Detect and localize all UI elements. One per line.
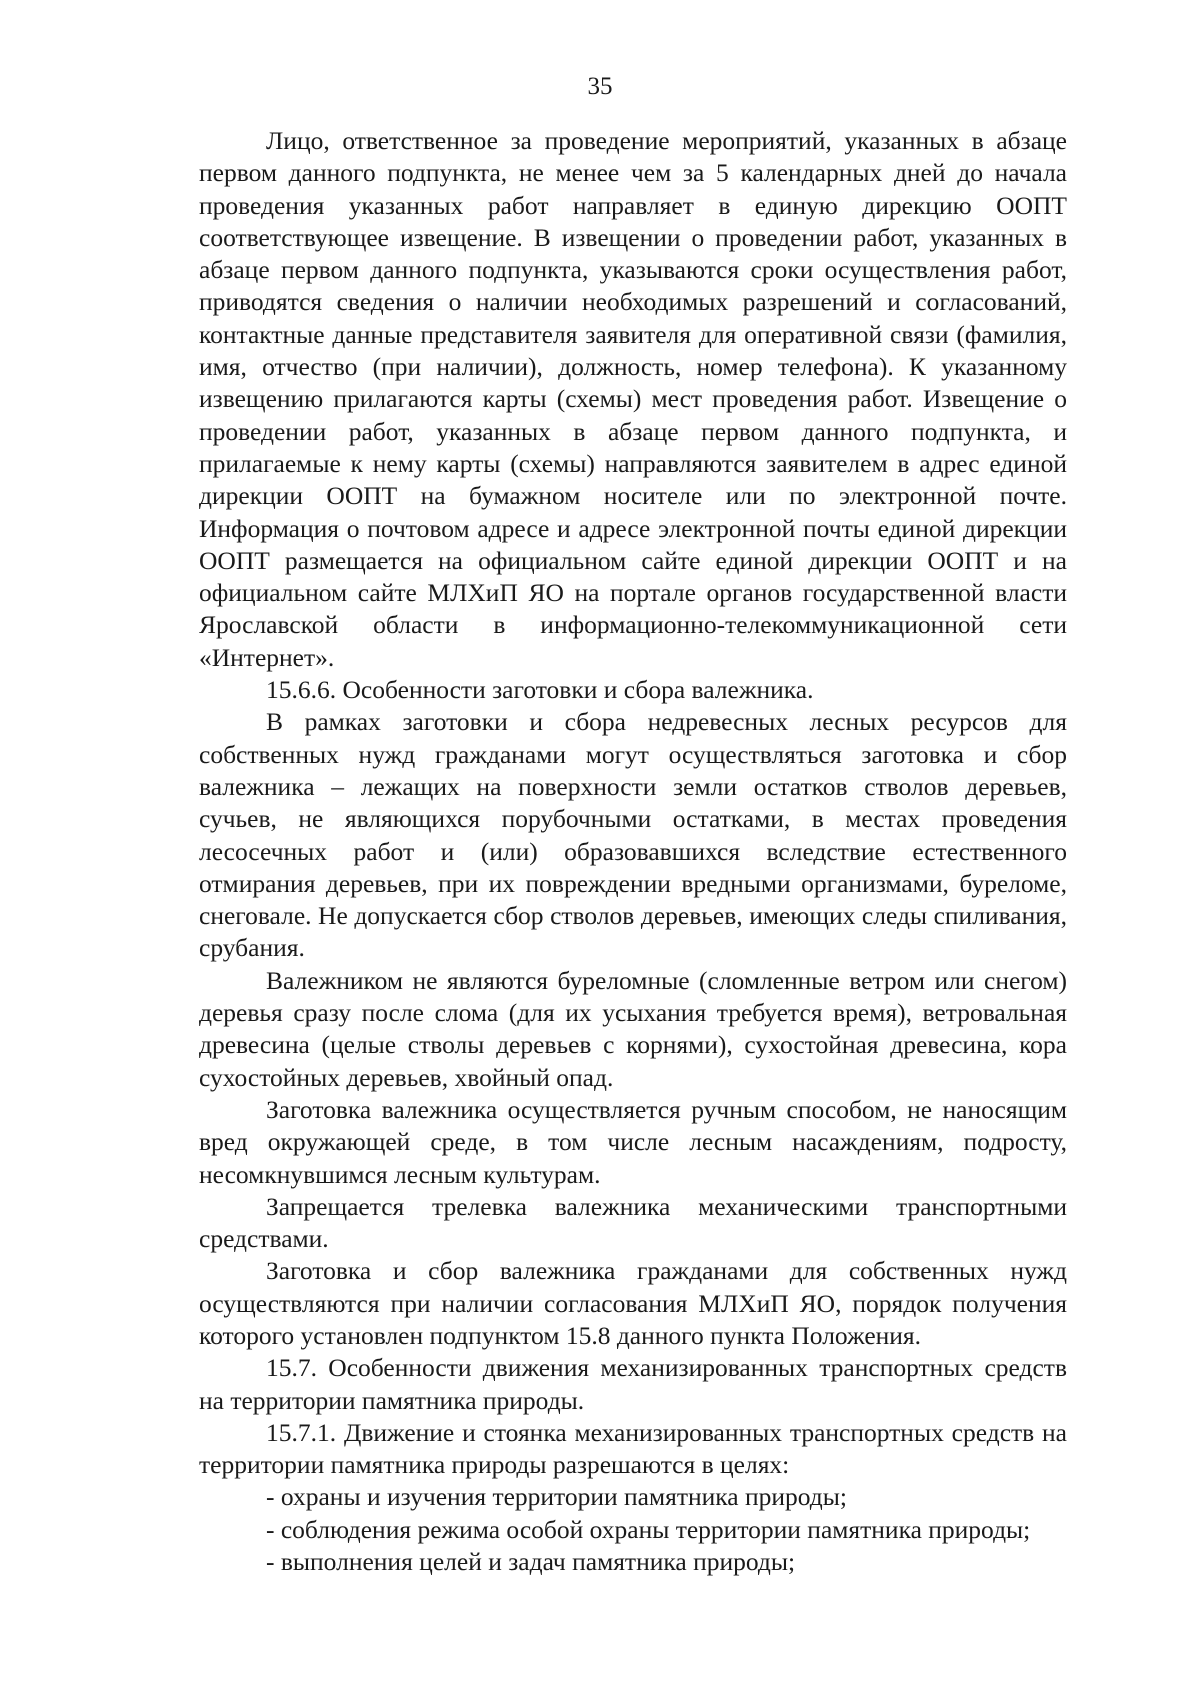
list-item-goals-tasks: - выполнения целей и задач памятника природы; xyxy=(266,1547,796,1577)
paragraph-deadwood-collection: В рамках заготовки и сбора недревесных лесных ресурсов для собственных нужд гражданами могут осуществляться заготовка и сбор валежника – лежащих на поверхности земли остатков стволов деревьев, сучьев, не являющихся порубочными остатками, в местах проведения лесосечных работ и (или) образовавшихся вследствие естественного отмирания деревьев, при их повреждении вредными организмами, буреломе, снеговале. Не допускается сбор стволов деревьев, имеющих следы спиливания, срубания. xyxy=(199,707,1067,963)
list-item-regime-compliance: - соблюдения режима особой охраны территории памятника природы; xyxy=(266,1514,1031,1544)
paragraph-skidding-prohibited: Запрещается трелевка валежника механическими транспортными средствами. xyxy=(199,1191,1067,1254)
page-number: 35 xyxy=(587,73,613,100)
paragraph-approval-required: Заготовка и сбор валежника гражданами для собственных нужд осуществляются при наличии согласования МЛХиП ЯО, порядок получения которого установлен подпунктом 15.8 данного пункта Положения. xyxy=(199,1256,1067,1350)
heading-15-7-1: 15.7.1. Движение и стоянка механизированных транспортных средств на территории памятника природы разрешаются в целях: xyxy=(199,1417,1067,1480)
list-item-protection-study: - охраны и изучения территории памятника природы; xyxy=(266,1482,847,1512)
paragraph-notice-procedure: Лицо, ответственное за проведение мероприятий, указанных в абзаце первом данного подпункта, не менее чем за 5 календарных дней до начала проведения указанных работ направляет в единую дирекцию ООПТ соответствующее извещение. В извещении о проведении работ, указанных в абзаце первом данного подпункта, указываются сроки осуществления работ, приводятся сведения о наличии необходимых разрешений и согласований, контактные данные представителя заявителя для оперативной связи (фамилия, имя, отчество (при наличии), должность, номер телефона). К указанному извещению прилагаются карты (схемы) мест проведения работ. Извещение о проведении работ, указанных в абзаце первом данного подпункта, и прилагаемые к нему карты (схемы) направляются заявителем в адрес единой дирекции ООПТ на бумажном носителе или по электронной почте. Информация о почтовом адресе и адресе электронной почты единой дирекции ООПТ размещается на официальном сайте единой дирекции ООПТ и на официальном сайте МЛХиП ЯО на портале органов государственной власти Ярославской области в информационно-телекоммуникационной сети «Интернет». xyxy=(199,126,1067,672)
heading-15-6-6: 15.6.6. Особенности заготовки и сбора валежника. xyxy=(266,675,814,705)
document-body xyxy=(199,125,1067,1578)
heading-15-7: 15.7. Особенности движения механизированных транспортных средств на территории памятника природы. xyxy=(199,1353,1067,1415)
paragraph-manual-method: Заготовка валежника осуществляется ручным способом, не наносящим вред окружающей среде, в том числе лесным насаждениям, подросту, несомкнувшимся лесным культурам. xyxy=(199,1094,1067,1189)
paragraph-not-deadwood: Валежником не являются буреломные (сломленные ветром или снегом) деревья сразу после слома (для их усыхания требуется время), ветровальная древесина (целые стволы деревьев с корнями), сухостойная древесина, кора сухостойных деревьев, хвойный опад. xyxy=(199,965,1067,1092)
